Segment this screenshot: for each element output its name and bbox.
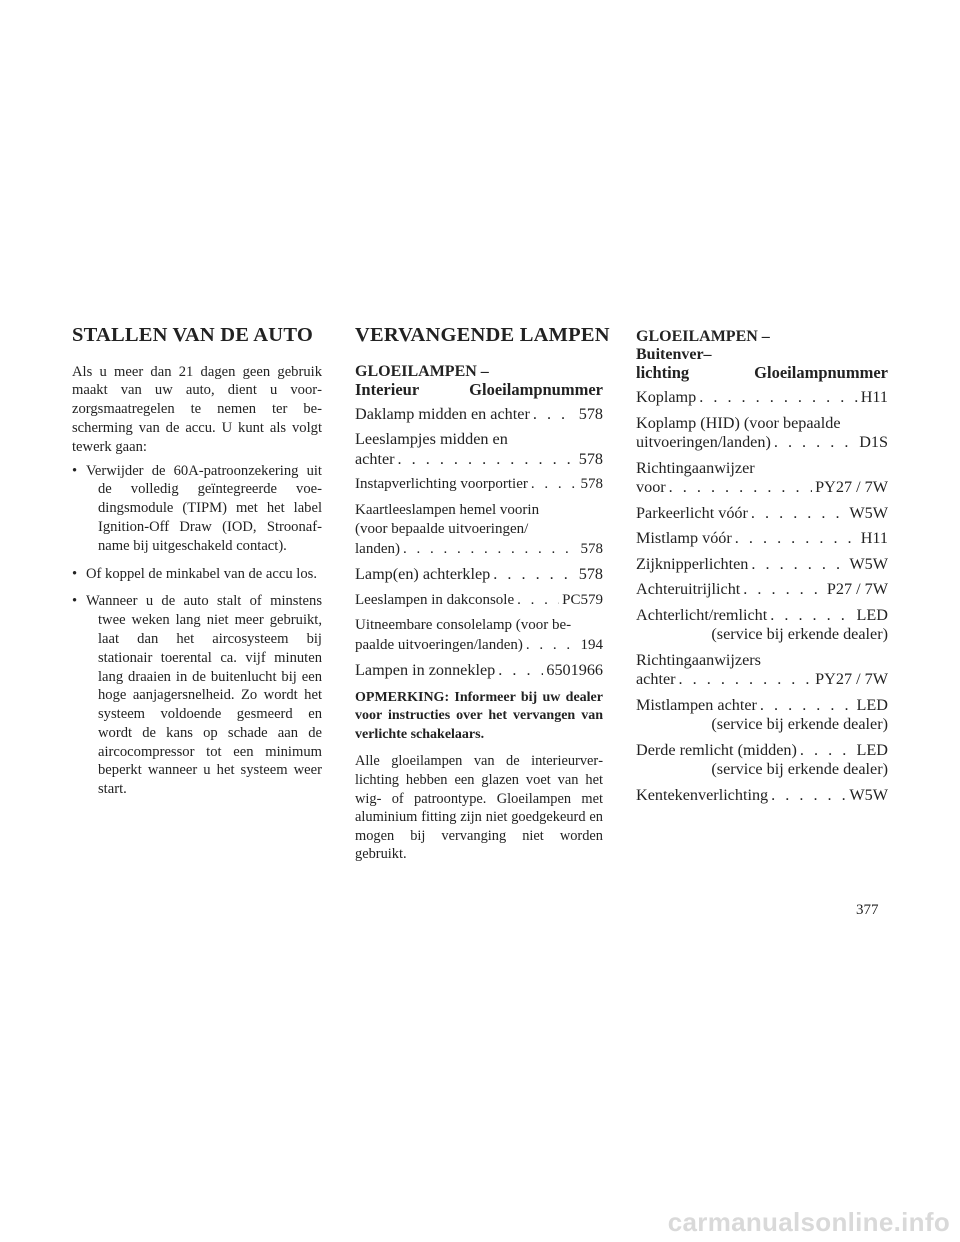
bulb-entry-label: landen) [355, 540, 400, 557]
bulb-entry [636, 606, 888, 645]
interior-subheading-line2 [355, 381, 603, 399]
exterior-label: lichting [636, 363, 690, 382]
bulb-entry [636, 504, 888, 524]
bulb-entry-label: uitvoeringen/landen) [636, 433, 771, 451]
storage-column [72, 324, 322, 808]
bulb-entry-line [636, 606, 888, 626]
bulb-entry-label: Achterlicht/remlicht [636, 605, 768, 624]
dot-leader [531, 475, 578, 495]
remark-note: OPMERKING: Informeer bij uw dealer voor instructies over het vervangen van verlichte schakelaars. [355, 689, 603, 742]
bulb-entry [355, 661, 603, 681]
replacement-heading: VERVANGENDE LAMPEN [355, 324, 610, 346]
bulb-number: H11 [860, 529, 888, 547]
bulb-number: 6501966 [546, 661, 603, 680]
bulb-entry-label: achter [636, 670, 676, 688]
bulb-entry-label-line: Koplamp (HID) (voor bepaalde [636, 413, 841, 432]
bullet-glyph: • [72, 565, 78, 582]
dot-leader [398, 450, 576, 470]
exterior-bulb-list [636, 388, 888, 805]
bulb-entry [355, 501, 603, 560]
bulb-entry-line [636, 504, 888, 524]
bulb-entry-label: paalde uitvoeringen/landen) [355, 636, 523, 653]
bulb-number-label: Gloeilampnummer [754, 363, 888, 382]
bullet-glyph: • [72, 593, 78, 610]
bulb-entry [355, 475, 603, 495]
bulb-number: PC579 [562, 591, 603, 608]
bulb-entry-line [355, 450, 603, 470]
storage-bullet-list [72, 462, 322, 800]
interior-bulbs-column [355, 324, 610, 864]
bulb-entry [355, 591, 603, 611]
bulb-entry-line [636, 388, 888, 408]
bulb-entry-label: Instapverlichting voorportier [355, 476, 528, 493]
bulb-entry-line [636, 696, 888, 716]
bulb-entry [636, 529, 888, 549]
dot-leader [526, 636, 578, 656]
dot-leader [669, 478, 812, 498]
bulb-entry-line [636, 433, 888, 453]
dot-leader [533, 405, 576, 425]
dot-leader [735, 529, 858, 549]
bulb-number: LED [856, 695, 888, 714]
bulb-entry-line [355, 405, 603, 425]
bulb-entry-line [355, 565, 603, 585]
dot-leader [800, 741, 854, 761]
bulb-entry-note: (service bij erkende dealer) [711, 715, 888, 733]
dot-leader [751, 555, 846, 575]
bulb-number: PY27 / 7W [815, 478, 888, 496]
bulb-number: 194 [580, 636, 603, 653]
bulb-entry-line [355, 475, 603, 495]
interior-body-text: Alle gloeilampen van de interieurverlichting hebben een glazen voet van het wig- of patroontype. Gloeilampen met aluminium fitting zijn niet goedgekeurd en mogen bij vervanging niet worden gebruikt. [355, 753, 603, 863]
bulb-entry-label-line: (voor bepaalde uitvoeringen/ [355, 521, 529, 538]
bulb-number: H11 [860, 388, 888, 406]
interior-label: Interieur [355, 379, 420, 399]
dot-leader [517, 591, 559, 611]
bulb-entry [636, 555, 888, 575]
bulb-entry-label: Kentekenverlichting [636, 785, 769, 804]
bulb-number: W5W [849, 554, 888, 573]
bullet-glyph: • [72, 462, 78, 479]
bulb-number: W5W [849, 785, 888, 804]
bulb-number-label: Gloeilampnummer [469, 379, 603, 399]
bulb-entry-line [636, 555, 888, 575]
bulb-entry [636, 651, 888, 690]
bullet-text: Wanneer u de auto stalt of minstens twee weken lang niet meer gebruikt, laat dan het aircosysteem bij stationair toerental ca. vijf minuten lang draaien in de buitenlucht bij een hoge aanjagersnelheid. Zo wordt het systeem voldoende gesmeerd en wordt de kans op schade aan de aircocompressor tot een minimum beperkt wanneer u het systeem weer start. [86, 593, 322, 798]
bulb-entry [355, 430, 603, 469]
bulb-number: W5W [849, 503, 888, 522]
interior-bulb-list [355, 405, 603, 681]
bulb-entry [636, 414, 888, 453]
bulb-number: PY27 / 7W [815, 670, 888, 688]
bulb-entry-label: Lampen in zonneklep [355, 661, 496, 680]
bulb-entry-label-line: Leeslampjes midden en [355, 430, 508, 449]
bulb-entry-note: (service bij erkende dealer) [711, 625, 888, 643]
bulb-entry [636, 696, 888, 735]
bulb-entry-label-line: Uitneembare consolelamp (voor be- [355, 617, 572, 634]
bulb-entry-label: Lamp(en) achterklep [355, 565, 491, 584]
bulb-entry-line [636, 580, 888, 600]
bulb-number: LED [856, 605, 888, 624]
dot-leader [403, 540, 578, 560]
bulb-number: D1S [859, 433, 888, 451]
interior-subheading [355, 363, 603, 399]
bulb-entry [355, 565, 603, 585]
bulb-entry-label: Parkeerlicht vóór [636, 503, 748, 522]
bulb-number: 578 [580, 476, 603, 493]
bulb-number: 578 [580, 540, 603, 557]
bulb-entry [636, 786, 888, 806]
bulb-entry-label: achter [355, 449, 395, 468]
storage-bullet-item [72, 565, 322, 584]
dot-leader [743, 580, 824, 600]
storage-intro: Als u meer dan 21 dagen geen gebruik maakt van uw auto, dient u voorzorgsmaatregelen te nemen ter bescherming van de accu. U kunt als volgt tewerk gaan: [72, 363, 322, 455]
bulb-entry-line [355, 661, 603, 681]
exterior-subheading-line3 [636, 364, 888, 382]
storage-bullet-item [72, 462, 322, 556]
watermark: carmanualsonline.info [667, 1207, 950, 1237]
bullet-text: Verwijder de 60A-patroonzekering uit de volledig geïntegreerde voedingsmodule (TIPM) met het label Ignition-Off Draw (IOD, Stroonafname bij uitgeschakeld contact). [86, 462, 322, 554]
bulb-entry-line [636, 786, 888, 806]
bulb-entry [355, 616, 603, 655]
bulb-entry-label: Daklamp midden en achter [355, 404, 530, 423]
bulb-entry-line [355, 636, 603, 656]
dot-leader [751, 504, 846, 524]
exterior-subheading-line2: Buitenver– [636, 346, 712, 363]
bulb-number: 578 [578, 449, 603, 468]
bulb-entry [636, 459, 888, 498]
bulb-entry-label: Mistlamp vóór [636, 529, 732, 547]
bulb-entry-label: Zijknipperlichten [636, 554, 749, 573]
page-number: 377 [856, 902, 879, 918]
bulb-entry [636, 580, 888, 600]
bulb-entry [355, 405, 603, 425]
exterior-bulbs-column [636, 324, 888, 811]
bulb-number: 578 [578, 404, 603, 423]
exterior-subheading-line1: GLOEILAMPEN – [636, 328, 770, 345]
storage-bullet-item [72, 592, 322, 799]
bulb-entry-note: (service bij erkende dealer) [711, 760, 888, 778]
bulb-entry-line [355, 591, 603, 611]
bulb-entry [636, 388, 888, 408]
bulb-entry-line [636, 529, 888, 549]
dot-leader [493, 565, 575, 585]
bulb-entry-label: Achteruitrijlicht [636, 580, 741, 598]
bulb-entry-label-line: Kaartleeslampen hemel voorin [355, 501, 540, 518]
bulb-entry-line [636, 478, 888, 498]
bulb-entry-line [636, 741, 888, 761]
bulb-entry-label: Leeslampen in dakconsole [355, 591, 515, 608]
dot-leader [679, 670, 813, 690]
bulb-entry-label-line: Richtingaanwijzer [636, 458, 755, 477]
dot-leader [498, 661, 543, 681]
interior-subheading-line1: GLOEILAMPEN – [355, 362, 489, 380]
bulb-number: 578 [578, 565, 603, 584]
bulb-number: LED [856, 740, 888, 759]
bulb-entry-label: voor [636, 478, 666, 496]
bulb-entry-line [636, 670, 888, 690]
bulb-entry-label-line: Richtingaanwijzers [636, 650, 761, 669]
dot-leader [770, 606, 853, 626]
bulb-entry-label: Koplamp [636, 388, 697, 406]
bulb-entry-line [355, 540, 603, 560]
dot-leader [774, 433, 856, 453]
bulb-entry-label: Mistlampen achter [636, 695, 757, 714]
dot-leader [760, 696, 854, 716]
dot-leader [771, 786, 846, 806]
dot-leader [699, 388, 857, 408]
exterior-subheading [636, 328, 888, 382]
storage-heading: STALLEN VAN DE AUTO [72, 324, 313, 346]
bulb-entry [636, 741, 888, 780]
bullet-text: Of koppel de minkabel van de accu los. [86, 565, 317, 582]
bulb-number: P27 / 7W [826, 580, 888, 598]
bulb-entry-label: Derde remlicht (midden) [636, 740, 797, 759]
